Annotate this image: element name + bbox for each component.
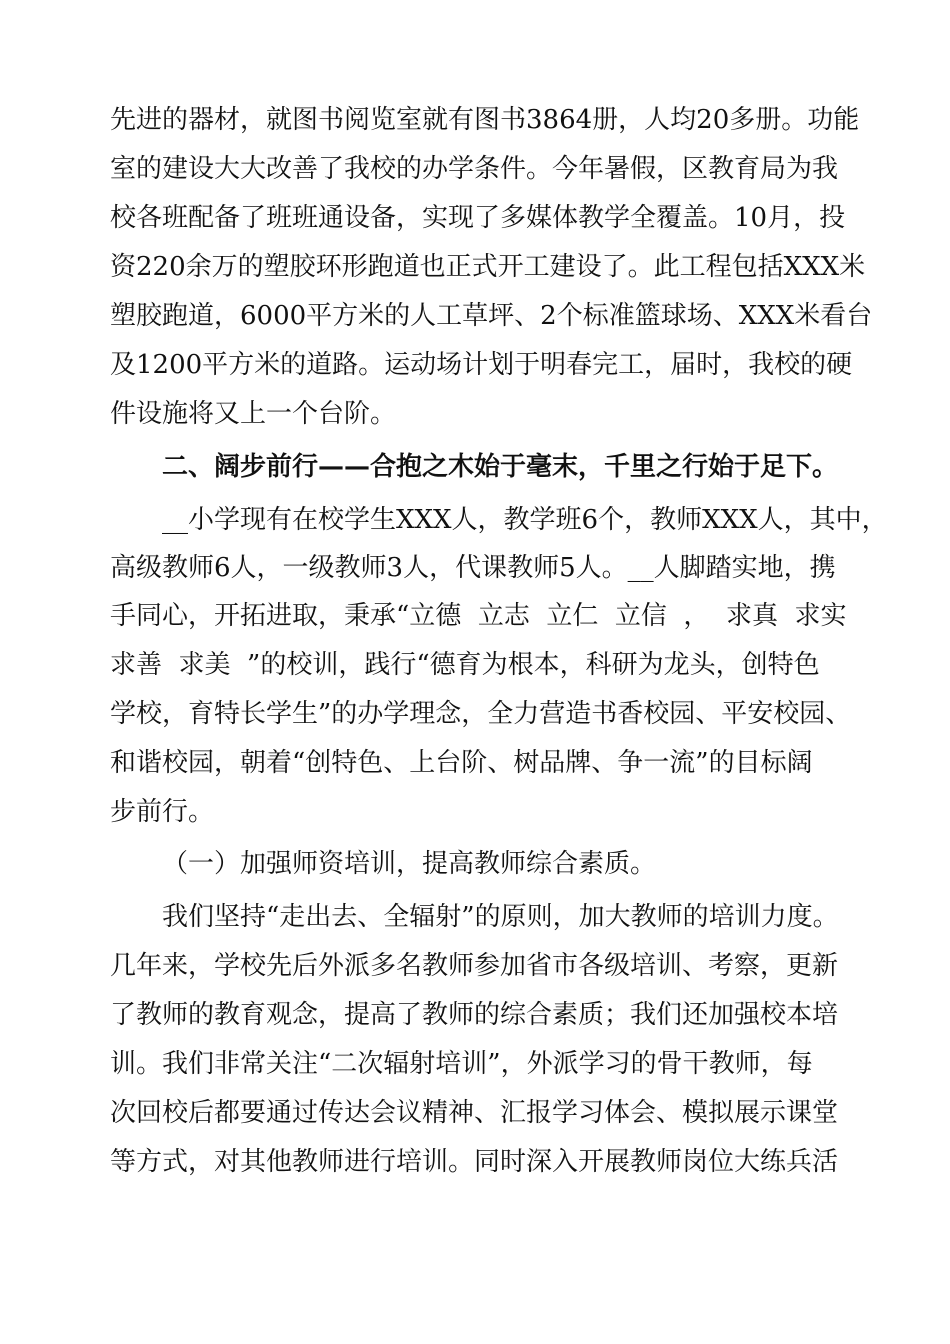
paragraph-line-6: 及1200平方米的道路。运动场计划于明春完工，届时，我校的硬 <box>110 350 853 380</box>
paragraph-line-20: 训。我们非常关注“二次辐射培训”，外派学习的骨干教师，每 <box>110 1049 813 1079</box>
paragraph-line-1: 先进的器材，就图书阅览室就有图书3864册，人均20多册。功能 <box>110 105 860 135</box>
paragraph-line-11: 手同心，开拓进取，秉承“立德 立志 立仁 立信 ， 求真 求实 <box>110 601 847 631</box>
paragraph-line-2: 室的建设大大改善了我校的办学条件。今年暑假，区教育局为我 <box>110 154 839 184</box>
paragraph-line-17: 我们坚持“走出去、全辐射”的原则，加大教师的培训力度。 <box>162 902 839 932</box>
paragraph-line-7: 件设施将又上一个台阶。 <box>110 399 397 429</box>
paragraph-line-22: 等方式，对其他教师进行培训。同时深入开展教师岗位大练兵活 <box>110 1147 839 1177</box>
section-heading: 二、阔步前行——合抱之木始于毫末，千里之行始于足下。 <box>162 452 839 482</box>
paragraph-line-14: 和谐校园，朝着“创特色、上台阶、树品牌、争一流”的目标阔 <box>110 748 813 778</box>
paragraph-line-21: 次回校后都要通过传达会议精神、汇报学习体会、模拟展示课堂 <box>110 1098 839 1128</box>
subsection-heading: （一）加强师资培训，提高教师综合素质。 <box>162 849 657 879</box>
paragraph-line-19: 了教师的教育观念，提高了教师的综合素质；我们还加强校本培 <box>110 1000 839 1030</box>
paragraph-line-12: 求善 求美 ”的校训，践行“德育为根本，科研为龙头，创特色 <box>110 650 820 680</box>
paragraph-line-3: 校各班配备了班班通设备，实现了多媒体教学全覆盖。10月，投 <box>110 203 846 233</box>
paragraph-line-9: __小学现有在校学生XXX人，教学班6个，教师XXX人，其中， <box>162 505 888 535</box>
paragraph-line-18: 几年来，学校先后外派多名教师参加省市各级培训、考察，更新 <box>110 951 839 981</box>
paragraph-line-5: 塑胶跑道，6000平方米的人工草坪、2个标准篮球场、XXX米看台 <box>110 301 873 331</box>
paragraph-line-4: 资220余万的塑胶环形跑道也正式开工建设了。此工程包括XXX米 <box>110 252 866 282</box>
paragraph-line-15: 步前行。 <box>110 797 215 827</box>
paragraph-line-10: 高级教师6人，一级教师3人，代课教师5人。__人脚踏实地，携 <box>110 553 836 583</box>
paragraph-line-13: 学校，育特长学生”的办学理念，全力营造书香校园、平安校园、 <box>110 699 852 729</box>
